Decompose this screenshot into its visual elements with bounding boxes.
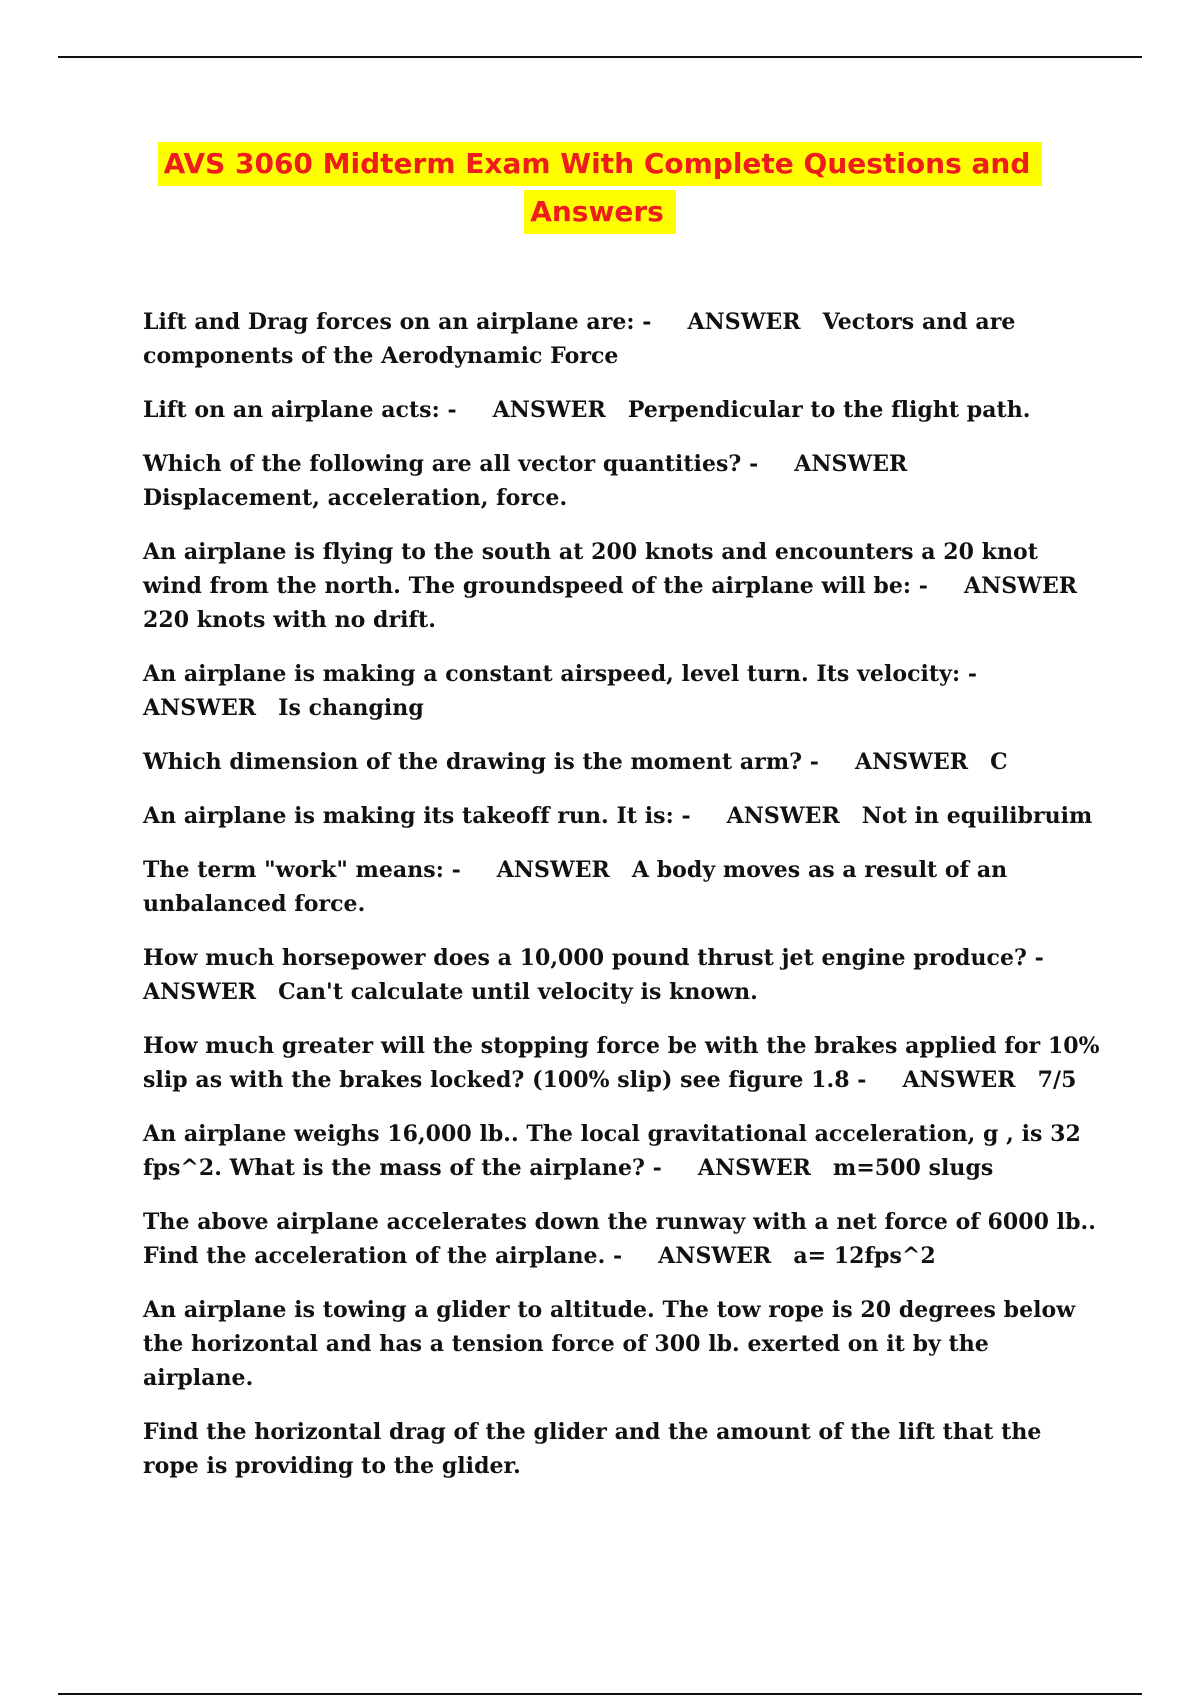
- qa-item: [143, 1117, 1103, 1185]
- question-text: The above airplane accelerates down the runway with a net force of 6000 lb.. Find the acceleration of the airplane. -: [143, 1209, 1096, 1269]
- answer-text: A body moves as a result of an unbalanced force.: [143, 857, 1008, 917]
- answer-text: C: [990, 749, 1008, 775]
- qa-item: [143, 941, 1103, 1009]
- qa-item: [143, 393, 1103, 427]
- answer-text: Is changing: [278, 695, 424, 721]
- qa-list: [143, 305, 1103, 1503]
- answer-text: m=500 slugs: [832, 1155, 994, 1181]
- answer-label: ANSWER: [794, 451, 908, 477]
- question-text: An airplane is flying to the south at 200 knots and encounters a 20 knot wind from the north. The groundspeed of the airplane will be: -: [143, 539, 1038, 599]
- question-text: The term "work" means: -: [143, 857, 461, 883]
- qa-item: [143, 447, 1103, 515]
- title-line-1: AVS 3060 Midterm Exam With Complete Questions and: [158, 142, 1043, 186]
- answer-label: ANSWER: [902, 1067, 1016, 1093]
- trailing-paragraph: An airplane is towing a glider to altitude. The tow rope is 20 degrees below the horizontal and has a tension force of 300 lb. exerted on it by the airplane.: [143, 1297, 1076, 1391]
- answer-text: 7/5: [1037, 1067, 1077, 1093]
- answer-text: Vectors and are components of the Aerodynamic Force: [143, 309, 1016, 369]
- question-text: Which of the following are all vector quantities? -: [143, 451, 759, 477]
- question-text: Lift on an airplane acts: -: [143, 397, 457, 423]
- question-text: Lift and Drag forces on an airplane are: -: [143, 309, 652, 335]
- qa-item: [143, 657, 1103, 725]
- trailing-paragraph: Find the horizontal drag of the glider and the amount of the lift that the rope is providing to the glider.: [143, 1419, 1042, 1479]
- answer-label: ANSWER: [726, 803, 840, 829]
- question-text: An airplane weighs 16,000 lb.. The local gravitational acceleration, g , is 32 fps^2. What is the mass of the airplane? -: [143, 1121, 1081, 1181]
- answer-label: ANSWER: [143, 695, 257, 721]
- question-text: How much greater will the stopping force be with the brakes applied for 10% slip as with the brakes locked? (100% slip) see figure 1.8 -: [143, 1033, 1100, 1093]
- qa-item: [143, 305, 1103, 373]
- answer-label: ANSWER: [687, 309, 801, 335]
- question-text: How much horsepower does a 10,000 pound thrust jet engine produce? -: [143, 945, 1044, 971]
- qa-item: [143, 745, 1103, 779]
- qa-item: [143, 1029, 1103, 1097]
- answer-label: ANSWER: [143, 979, 257, 1005]
- answer-text: Can't calculate until velocity is known.: [278, 979, 758, 1005]
- answer-label: ANSWER: [963, 573, 1078, 599]
- document-title: [0, 142, 1200, 238]
- answer-text: Displacement, acceleration, force.: [143, 485, 568, 511]
- question-text: An airplane is making its takeoff run. It is: -: [143, 803, 691, 829]
- question-text: An airplane is making a constant airspeed, level turn. Its velocity: -: [143, 661, 978, 687]
- answer-label: ANSWER: [697, 1155, 811, 1181]
- answer-label: ANSWER: [854, 749, 969, 775]
- answer-text: Perpendicular to the flight path.: [627, 397, 1031, 423]
- qa-item: [143, 799, 1103, 833]
- answer-text: 220 knots with no drift.: [143, 607, 436, 633]
- answer-label: ANSWER: [492, 397, 606, 423]
- answer-label: ANSWER: [496, 857, 610, 883]
- title-line-2: Answers: [524, 190, 676, 234]
- qa-item: [143, 853, 1103, 921]
- answer-text: a= 12fps^2: [793, 1243, 936, 1269]
- qa-item: [143, 535, 1103, 637]
- answer-text: Not in equilibruim: [861, 803, 1093, 829]
- answer-label: ANSWER: [658, 1243, 772, 1269]
- top-rule: [58, 56, 1142, 58]
- qa-item: [143, 1205, 1103, 1273]
- question-text: Which dimension of the drawing is the moment arm? -: [143, 749, 819, 775]
- bottom-rule: [58, 1693, 1142, 1695]
